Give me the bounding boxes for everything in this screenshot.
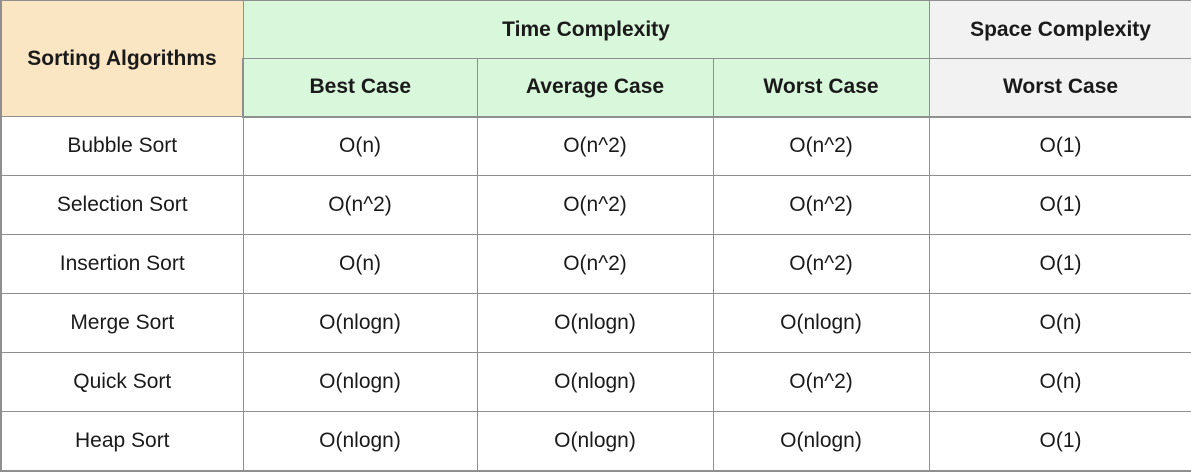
space-complexity-value: O(1): [929, 235, 1191, 294]
header-time-complexity: Time Complexity: [243, 1, 929, 59]
average-case-value: O(n^2): [477, 117, 713, 176]
best-case-value: O(n): [243, 117, 477, 176]
average-case-value: O(nlogn): [477, 412, 713, 471]
worst-case-value: O(nlogn): [713, 294, 929, 353]
best-case-value: O(n): [243, 235, 477, 294]
algorithm-name: Merge Sort: [1, 294, 243, 353]
table-row: [1, 235, 1191, 294]
space-complexity-value: O(n): [929, 294, 1191, 353]
header-sorting-algorithms: Sorting Algorithms: [1, 1, 243, 117]
table-header: [1, 1, 1191, 117]
best-case-value: O(n^2): [243, 176, 477, 235]
average-case-value: O(n^2): [477, 176, 713, 235]
table-row: [1, 353, 1191, 412]
space-complexity-value: O(1): [929, 412, 1191, 471]
worst-case-value: O(n^2): [713, 235, 929, 294]
algorithm-name: Bubble Sort: [1, 117, 243, 176]
space-complexity-value: O(1): [929, 176, 1191, 235]
worst-case-value: O(n^2): [713, 353, 929, 412]
space-complexity-value: O(1): [929, 117, 1191, 176]
worst-case-value: O(n^2): [713, 176, 929, 235]
space-complexity-value: O(n): [929, 353, 1191, 412]
algorithm-name: Quick Sort: [1, 353, 243, 412]
table-body: [1, 117, 1191, 472]
table-row: [1, 412, 1191, 471]
best-case-value: O(nlogn): [243, 353, 477, 412]
algorithm-name: Selection Sort: [1, 176, 243, 235]
header-worst-case-time: Worst Case: [713, 59, 929, 117]
worst-case-value: O(nlogn): [713, 412, 929, 471]
header-average-case: Average Case: [477, 59, 713, 117]
header-best-case: Best Case: [243, 59, 477, 117]
table-row: [1, 117, 1191, 176]
best-case-value: O(nlogn): [243, 294, 477, 353]
average-case-value: O(nlogn): [477, 294, 713, 353]
best-case-value: O(nlogn): [243, 412, 477, 471]
header-worst-case-space: Worst Case: [929, 59, 1191, 117]
algorithm-name: Heap Sort: [1, 412, 243, 471]
average-case-value: O(nlogn): [477, 353, 713, 412]
average-case-value: O(n^2): [477, 235, 713, 294]
header-row-groups: [1, 1, 1191, 59]
table-row: [1, 294, 1191, 353]
header-space-complexity: Space Complexity: [929, 1, 1191, 59]
table-row: [1, 176, 1191, 235]
algorithm-name: Insertion Sort: [1, 235, 243, 294]
worst-case-value: O(n^2): [713, 117, 929, 176]
